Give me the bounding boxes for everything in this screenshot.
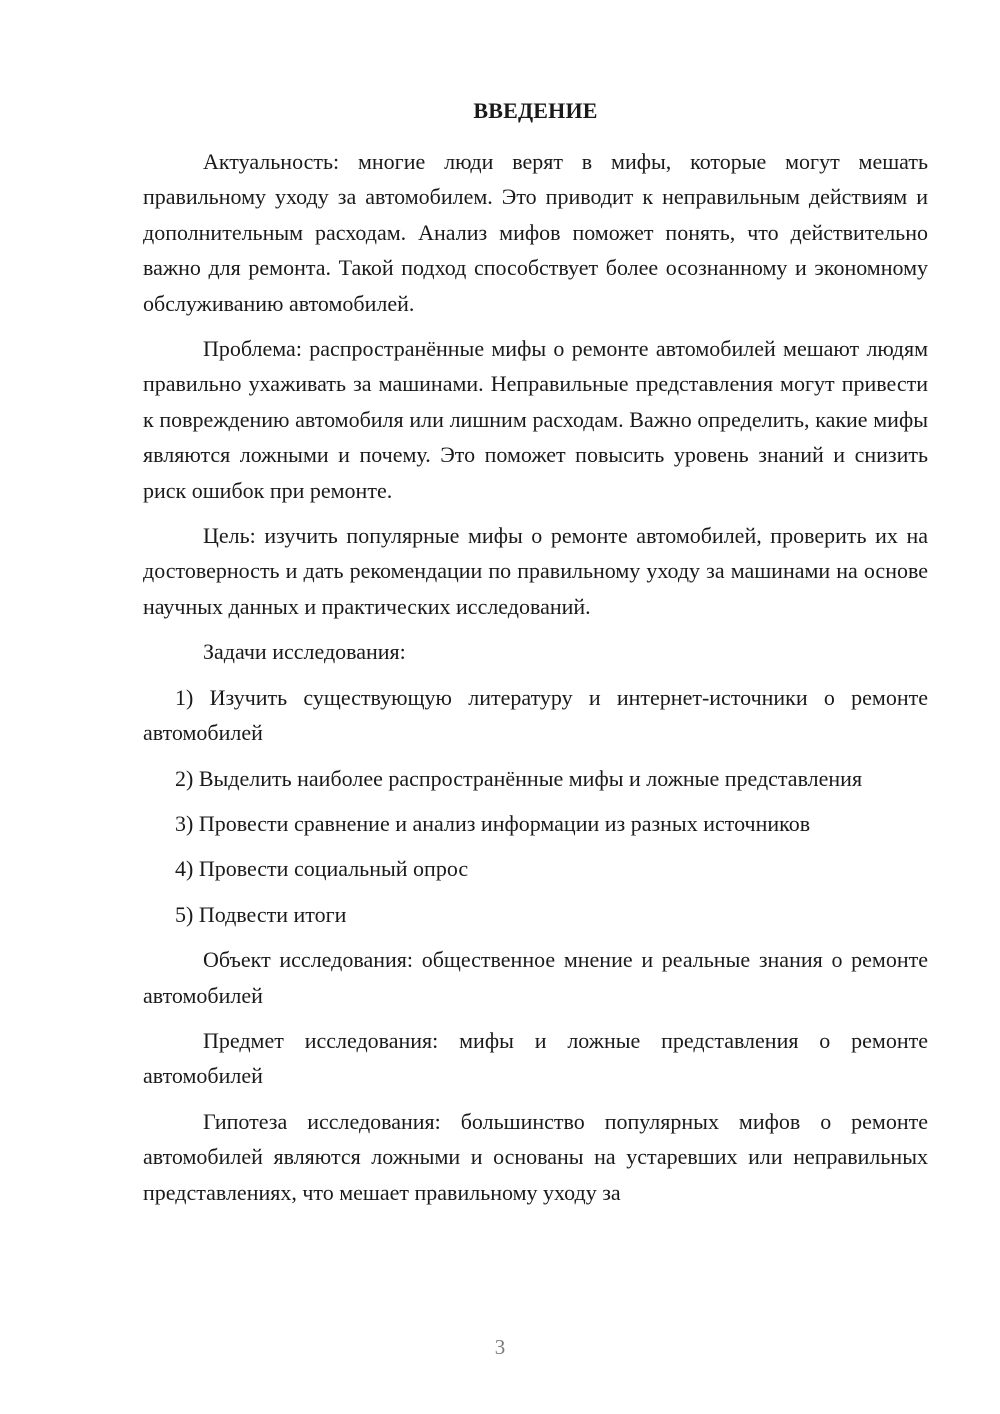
task-item: 1) Изучить существующую литературу и интернет-источники о ремонте автомобилей <box>143 684 928 746</box>
page-number: 3 <box>494 1335 506 1359</box>
section-title: ВВЕДЕНИЕ <box>473 98 598 123</box>
task-item: 2) Выделить наиболее распространённые мифы и ложные представления <box>175 765 863 791</box>
task-item: 3) Провести сравнение и анализ информации из разных источников <box>175 810 811 836</box>
paragraph-relevance: Актуальность: многие люди верят в мифы, которые могут мешать правильному уходу за автомобилем. Это приводит к неправильным действиям и дополнительным расходам. Анализ мифов поможет понять, что действительно важно для ремонта. Такой подход способствует более осознанному и экономному обслуживанию автомобилей. <box>143 149 928 316</box>
paragraph-object: Объект исследования: общественное мнение и реальные знания о ремонте автомобилей <box>143 947 928 1008</box>
document-page <box>143 96 928 1220</box>
paragraph-problem: Проблема: распространённые мифы о ремонте автомобилей мешают людям правильно ухаживать за машинами. Неправильные представления могут привести к повреждению автомобиля или лишним расходам. Важно определить, какие мифы являются ложными и почему. Это поможет повысить уровень знаний и снизить риск ошибок при ремонте. <box>143 336 928 503</box>
task-item: 4) Провести социальный опрос <box>175 856 469 882</box>
paragraph-subject: Предмет исследования: мифы и ложные представления о ремонте автомобилей <box>143 1027 928 1089</box>
task-item: 5) Подвести итоги <box>175 901 347 927</box>
paragraph-goal: Цель: изучить популярные мифы о ремонте автомобилей, проверить их на достоверность и дать рекомендации по правильному уходу за машинами на основе научных данных и практических исследований. <box>143 523 928 619</box>
paragraph-tasks-heading: Задачи исследования: <box>203 639 406 665</box>
paragraph-hypothesis: Гипотеза исследования: большинство популярных мифов о ремонте автомобилей являются ложными и основаны на устаревших или неправильных представлениях, что мешает правильному уходу за <box>143 1108 928 1205</box>
